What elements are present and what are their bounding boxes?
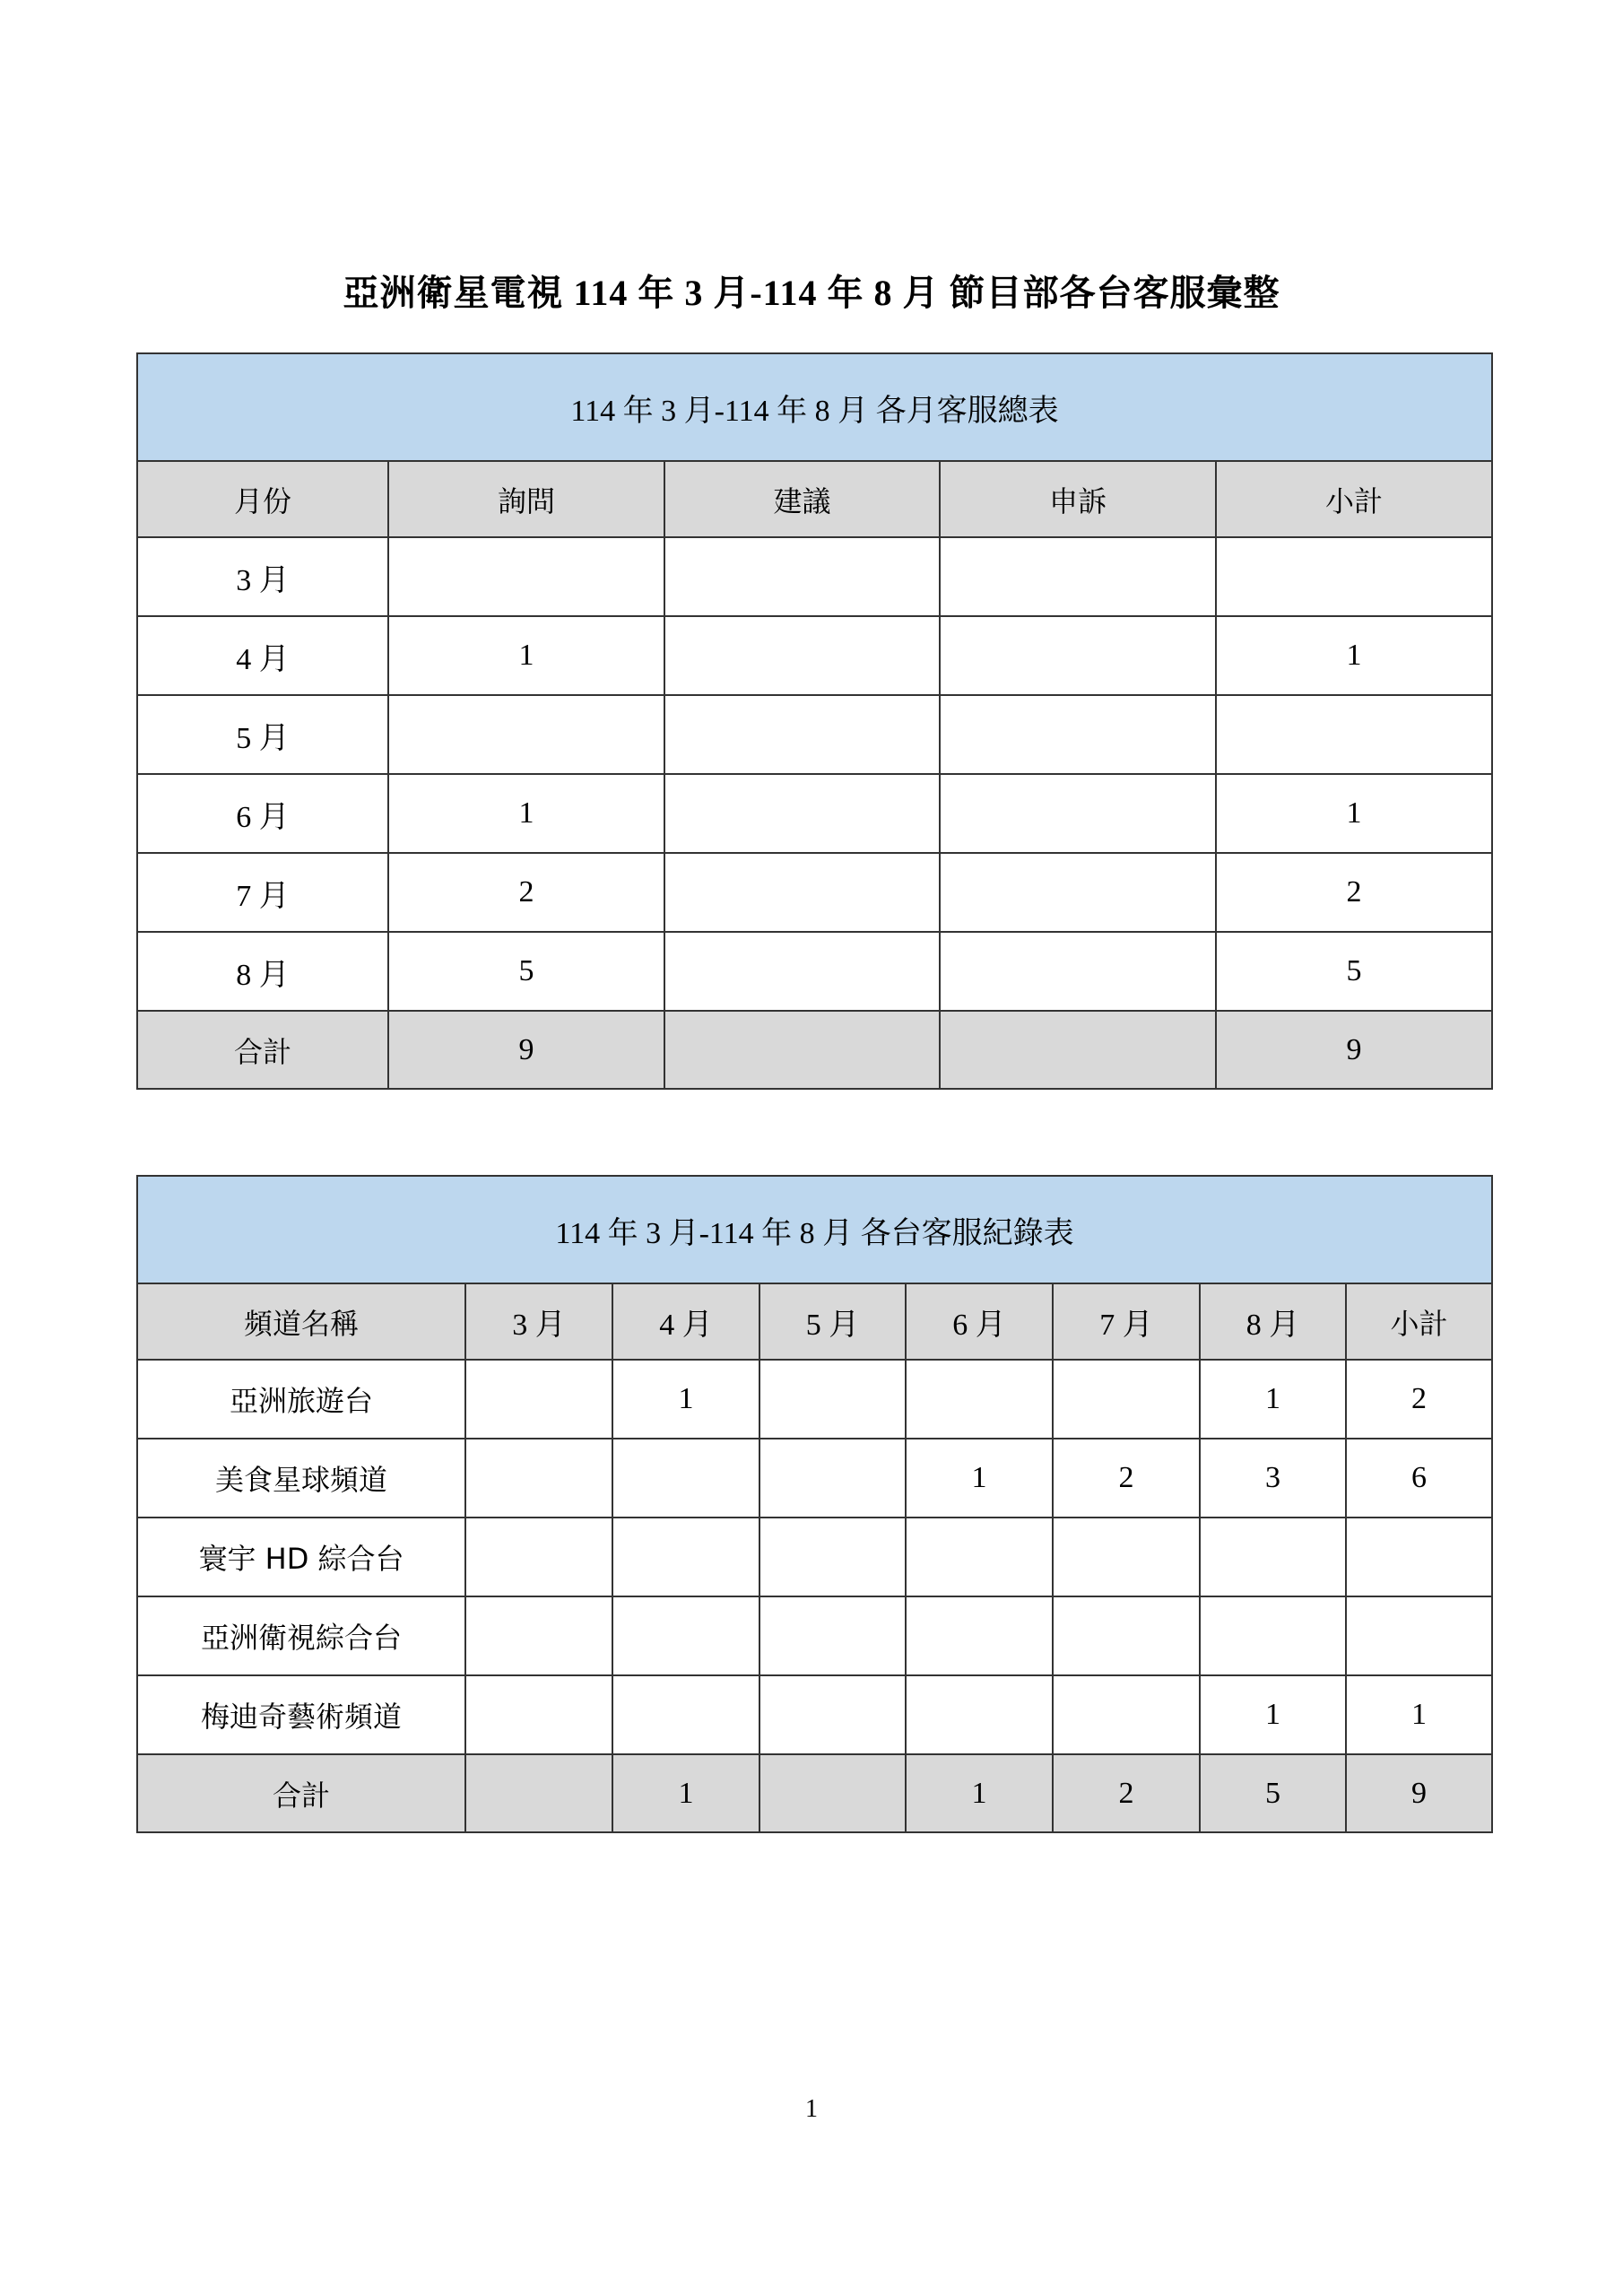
total-label: 合計 xyxy=(137,1011,388,1089)
total-subtotal: 9 xyxy=(1346,1754,1492,1832)
header-month: 月份 xyxy=(137,461,388,537)
total-value-cell: 5 xyxy=(1200,1754,1346,1832)
subtotal-cell: 2 xyxy=(1216,853,1492,932)
value-cell xyxy=(1200,1596,1346,1675)
header-inquiry: 詢問 xyxy=(388,461,664,537)
suggestion-cell xyxy=(664,616,940,695)
value-cell xyxy=(759,1439,906,1518)
value-cell: 3 xyxy=(1200,1439,1346,1518)
table-row xyxy=(137,932,1492,1011)
total-value-cell xyxy=(759,1754,906,1832)
complaint-cell xyxy=(940,932,1216,1011)
value-cell xyxy=(906,1360,1053,1439)
header-apr: 4 月 xyxy=(612,1283,759,1360)
value-cell xyxy=(759,1596,906,1675)
channel-name-cell: 梅迪奇藝術頻道 xyxy=(137,1675,465,1754)
header-jun: 6 月 xyxy=(906,1283,1053,1360)
value-cell xyxy=(612,1518,759,1596)
value-cell xyxy=(1200,1518,1346,1596)
subtotal-cell: 6 xyxy=(1346,1439,1492,1518)
value-cell xyxy=(465,1439,612,1518)
value-cell xyxy=(612,1675,759,1754)
channel-name-cell: 亞洲衛視綜合台 xyxy=(137,1596,465,1675)
value-cell xyxy=(465,1675,612,1754)
table-row xyxy=(137,537,1492,616)
inquiry-cell: 2 xyxy=(388,853,664,932)
header-may: 5 月 xyxy=(759,1283,906,1360)
table-row xyxy=(137,695,1492,774)
subtotal-cell: 5 xyxy=(1216,932,1492,1011)
header-jul: 7 月 xyxy=(1053,1283,1200,1360)
table-row xyxy=(137,616,1492,695)
value-cell xyxy=(759,1360,906,1439)
value-cell xyxy=(1053,1596,1200,1675)
channel-records-table xyxy=(136,1175,1493,1833)
subtotal-cell xyxy=(1216,695,1492,774)
total-label: 合計 xyxy=(137,1754,465,1832)
value-cell xyxy=(906,1518,1053,1596)
header-suggestion: 建議 xyxy=(664,461,940,537)
header-subtotal: 小計 xyxy=(1216,461,1492,537)
value-cell xyxy=(906,1596,1053,1675)
month-cell: 6 月 xyxy=(137,774,388,853)
month-cell: 7 月 xyxy=(137,853,388,932)
header-mar: 3 月 xyxy=(465,1283,612,1360)
inquiry-cell xyxy=(388,537,664,616)
value-cell: 1 xyxy=(612,1360,759,1439)
total-value-cell: 1 xyxy=(612,1754,759,1832)
month-cell: 3 月 xyxy=(137,537,388,616)
table-row xyxy=(137,1675,1492,1754)
subtotal-cell: 1 xyxy=(1216,616,1492,695)
value-cell: 1 xyxy=(906,1439,1053,1518)
table-row xyxy=(137,774,1492,853)
table-row xyxy=(137,1596,1492,1675)
value-cell xyxy=(465,1596,612,1675)
month-cell: 8 月 xyxy=(137,932,388,1011)
header-aug: 8 月 xyxy=(1200,1283,1346,1360)
channel-name-cell: 亞洲旅遊台 xyxy=(137,1360,465,1439)
inquiry-cell: 1 xyxy=(388,616,664,695)
channel-records-caption: 114 年 3 月-114 年 8 月 各台客服紀錄表 xyxy=(137,1176,1492,1283)
document-title: 亞洲衛星電視 114 年 3 月-114 年 8 月 節目部各台客服彙整 xyxy=(343,273,1280,313)
header-channel-name: 頻道名稱 xyxy=(137,1283,465,1360)
subtotal-cell: 2 xyxy=(1346,1360,1492,1439)
value-cell xyxy=(612,1596,759,1675)
total-value-cell: 1 xyxy=(906,1754,1053,1832)
month-cell: 4 月 xyxy=(137,616,388,695)
inquiry-cell xyxy=(388,695,664,774)
total-subtotal: 9 xyxy=(1216,1011,1492,1089)
value-cell xyxy=(1053,1675,1200,1754)
total-suggestion xyxy=(664,1011,940,1089)
table-row xyxy=(137,853,1492,932)
total-row xyxy=(137,1011,1492,1089)
table-row xyxy=(137,1439,1492,1518)
channel-name-cell: 美食星球頻道 xyxy=(137,1439,465,1518)
value-cell: 2 xyxy=(1053,1439,1200,1518)
value-cell: 1 xyxy=(1200,1360,1346,1439)
value-cell: 1 xyxy=(1200,1675,1346,1754)
value-cell xyxy=(759,1675,906,1754)
monthly-summary-caption: 114 年 3 月-114 年 8 月 各月客服總表 xyxy=(137,353,1492,461)
table-row xyxy=(137,1360,1492,1439)
suggestion-cell xyxy=(664,853,940,932)
value-cell xyxy=(465,1360,612,1439)
total-value-cell xyxy=(465,1754,612,1832)
channel-name-cell: 寰宇 HD 綜合台 xyxy=(137,1518,465,1596)
value-cell xyxy=(759,1518,906,1596)
total-complaint xyxy=(940,1011,1216,1089)
inquiry-cell: 5 xyxy=(388,932,664,1011)
table-row xyxy=(137,1518,1492,1596)
page-number: 1 xyxy=(805,2095,818,2123)
value-cell xyxy=(1053,1360,1200,1439)
subtotal-cell: 1 xyxy=(1346,1675,1492,1754)
inquiry-cell: 1 xyxy=(388,774,664,853)
subtotal-cell: 1 xyxy=(1216,774,1492,853)
complaint-cell xyxy=(940,695,1216,774)
monthly-summary-table xyxy=(136,352,1493,1090)
value-cell xyxy=(465,1518,612,1596)
subtotal-cell xyxy=(1216,537,1492,616)
total-inquiry: 9 xyxy=(388,1011,664,1089)
header-complaint: 申訴 xyxy=(940,461,1216,537)
total-value-cell: 2 xyxy=(1053,1754,1200,1832)
suggestion-cell xyxy=(664,932,940,1011)
subtotal-cell xyxy=(1346,1596,1492,1675)
suggestion-cell xyxy=(664,695,940,774)
suggestion-cell xyxy=(664,774,940,853)
month-cell: 5 月 xyxy=(137,695,388,774)
complaint-cell xyxy=(940,616,1216,695)
value-cell xyxy=(612,1439,759,1518)
value-cell xyxy=(906,1675,1053,1754)
total-row xyxy=(137,1754,1492,1832)
header-subtotal: 小計 xyxy=(1346,1283,1492,1360)
subtotal-cell xyxy=(1346,1518,1492,1596)
complaint-cell xyxy=(940,853,1216,932)
suggestion-cell xyxy=(664,537,940,616)
complaint-cell xyxy=(940,774,1216,853)
value-cell xyxy=(1053,1518,1200,1596)
complaint-cell xyxy=(940,537,1216,616)
